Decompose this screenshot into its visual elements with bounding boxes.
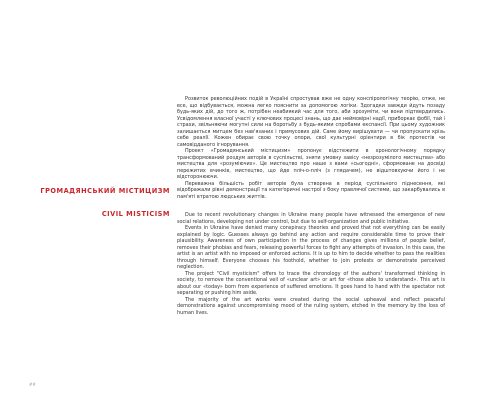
ukrainian-heading: ГРОМАДЯНСЬКИЙ МІСТИЦИЗМ [40,187,170,195]
en-paragraph-1: Due to recent revolutionary changes in Ukraine many people have witnessed the emergence of new social relations, developing not under control, but due to self-organization and public initiative. [177,212,445,225]
ukrainian-text-block [177,96,445,200]
page-number: ## [29,382,36,387]
ua-paragraph-1: Розвиток революційних подій в Україні спростував вже не одну конспірологічну теорію, отже, не все, що відбувається, можна легко пояснити за допомогою логіки. Здогадки завжди йдуть позаду будь-яких дій, до того ж, потрібен неабиякий час для того, аби зрозуміти, чи вони підтвердились. Усвідомлення власної участі у ключових процесі знань, що дає неймовірні надії, приборкає фобії, тай і страхи, звільняючи могутні сили на боротьбу з будь-якими спробами експансії. При цьому художник залишається митцем без нав'язаних і примусових дій. Саме йому вирішувати — чи пропускати крізь себе реалії. Кожен обирає свою точку опори, свої культурні орієнтири в бік протестів чи самовідданого ігнорування. [177,96,445,148]
en-paragraph-2: Events in Ukraine have denied many conspiracy theories and proved that not everything can be easily explained by logic. Guesses always go behind any action and require considerable time to prove their plausibility. Awareness of own participation in the process of changes gives millions of people belief, removes their phobias and fears, releasing powerful forces to fight any attempts of invasion. In this case, the artist is an artist with no imposed or enforced actions. It is up to him to decide whether to pass the realities through himself. Everyone chooses his foothold, whether to join protests or demonstrate perceived neglection. [177,225,445,270]
en-paragraph-4: The majority of the art works were created during the social upheaval and reflect peaceful demonstrations against uncompromising mood of the ruling system, etched in the memory by the loss of human lives. [177,296,445,316]
ua-paragraph-2: Проект «Громадянський містицизм» пропонує відстежити в хронологічному порядку трансформований роздум авторів в суспільстві, зняти умовну завісу «незрозумілого мистецтва» або мистецтва для «розуміючих». Це мистецтво про наше з вами «сьогодні», сформоване на досвіді пережитих вчинків, мистецтво, що йде пліч-о-пліч (з глядачем), не відштовхуючи його і не відсторонюючи. [177,148,445,180]
ua-paragraph-3: Переважна більшість робіт авторів була створена в період суспільного піднесення, які відображали рівні демонстрації та катеґоричні настрої з боку правлячої системи, що закарбувались в пам'яті втратою людських життів. [177,180,445,200]
en-paragraph-3: The project "Civil mysticism" offers to trace the chronology of the authors' transformed thinking in society, to remove the conventional veil of «unclear art» or art for «those able to understand». This art is about our «today» born from experience of suffered emotions. It goes hand to hand with the spectator not separating or pushing him aside. [177,270,445,296]
english-text-block [177,212,445,316]
english-heading: CIVIL MISTICISM [101,210,170,218]
